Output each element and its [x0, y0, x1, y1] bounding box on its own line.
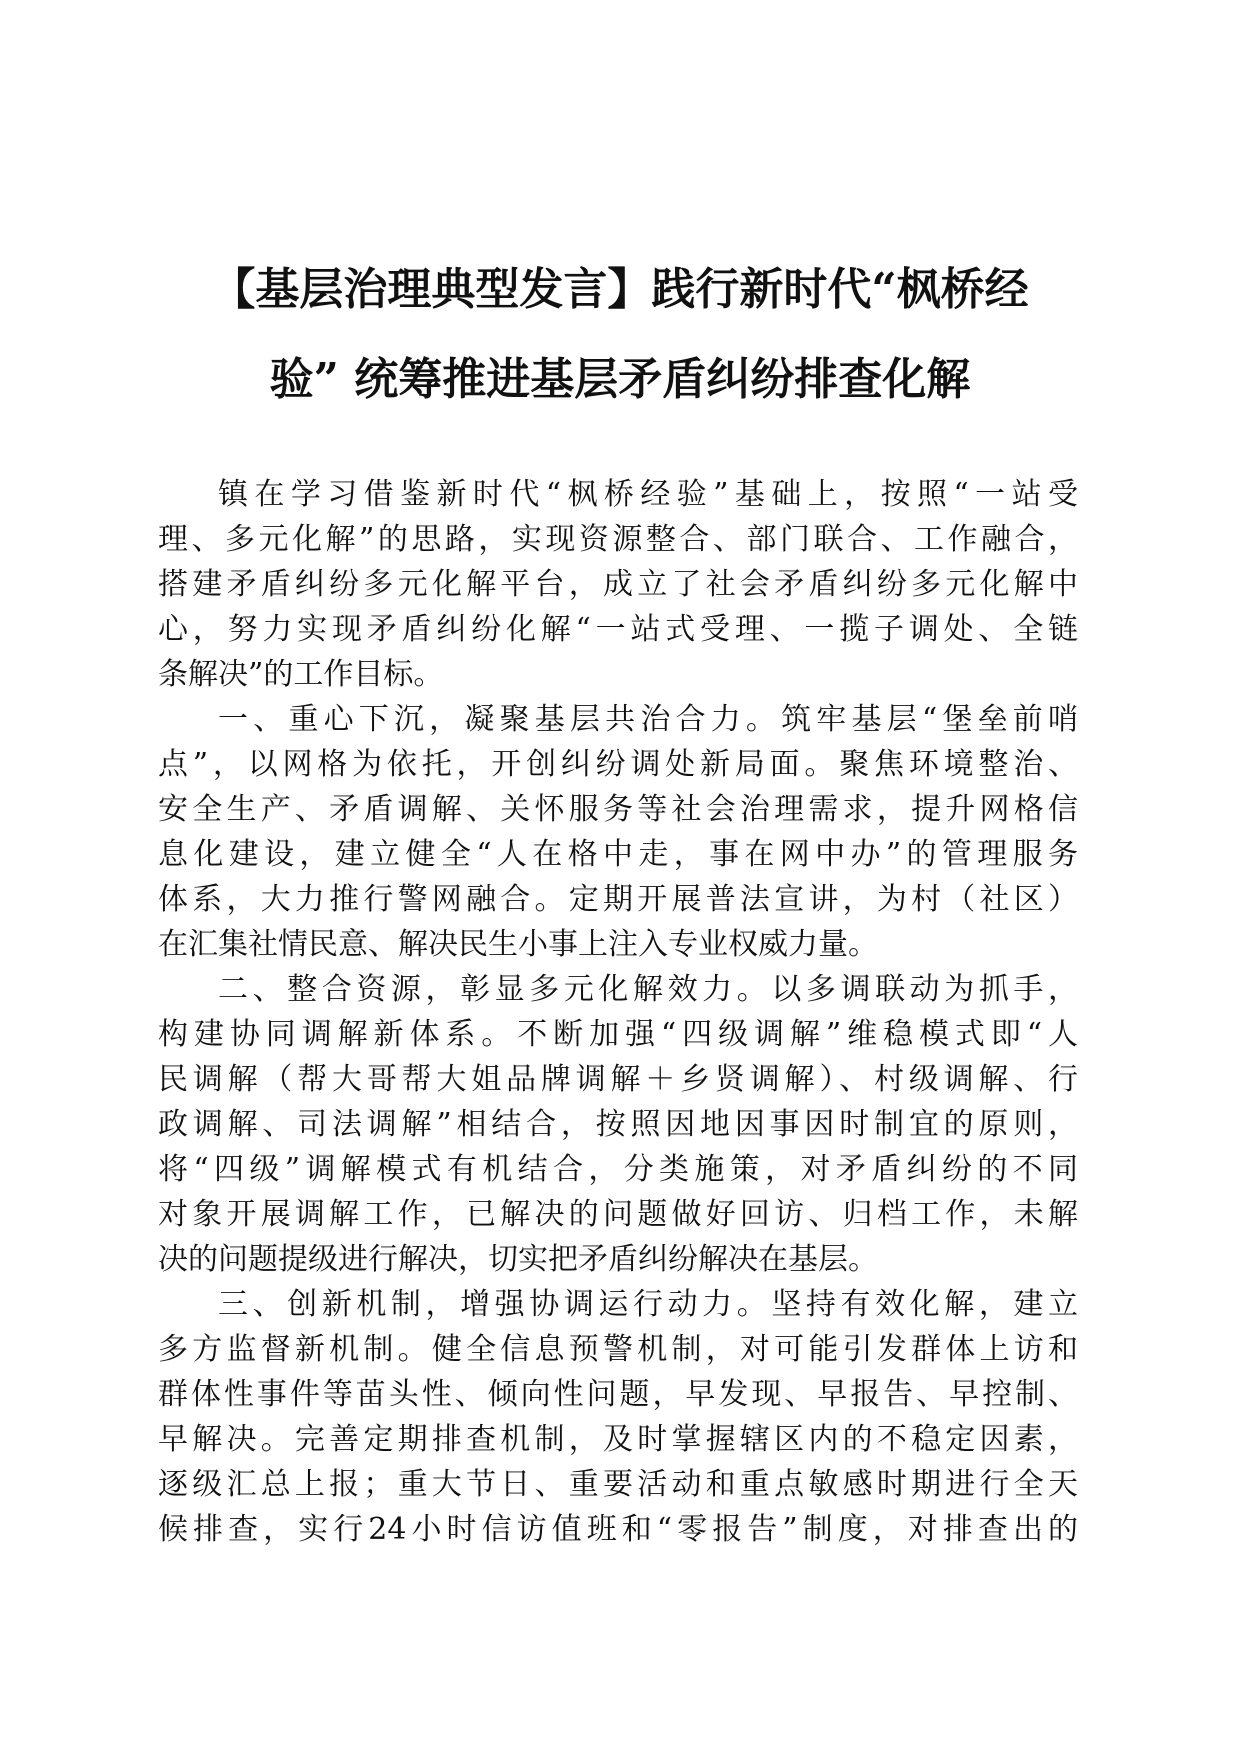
body-line: 多方监督新机制。健全信息预警机制，对可能引发群体上访和 [158, 1332, 1078, 1367]
document-body [158, 472, 1078, 1552]
body-line: 安全生产、矛盾调解、关怀服务等社会治理需求，提升网格信 [158, 792, 1078, 827]
body-line: 政调解、司法调解”相结合，按照因地因事因时制宜的原则， [158, 1107, 1078, 1142]
body-line: 条解决”的工作目标。 [158, 657, 444, 692]
body-line: 体系，大力推行警网融合。定期开展普法宣讲，为村（社区） [158, 882, 1078, 917]
body-line: 对象开展调解工作，已解决的问题做好回访、归档工作，未解 [158, 1197, 1078, 1232]
body-line: 在汇集社情民意、解决民生小事上注入专业权威力量。 [158, 927, 878, 962]
document-title [150, 245, 1090, 425]
title-line-1: 【基层治理典型发言】践行新时代“枫桥经 [211, 264, 1029, 315]
body-line: 心，努力实现矛盾纠纷化解“一站式受理、一揽子调处、全链 [158, 612, 1078, 647]
body-line: 构建协同调解新体系。不断加强“四级调解”维稳模式即“人 [158, 1017, 1078, 1052]
body-line: 决的问题提级进行解决，切实把矛盾纠纷解决在基层。 [158, 1242, 878, 1277]
title-line-2: 验” 统筹推进基层矛盾纠纷排查化解 [269, 354, 971, 405]
body-line: 理、多元化解”的思路，实现资源整合、部门联合、工作融合， [158, 522, 1078, 557]
body-line: 点”，以网格为依托，开创纠纷调处新局面。聚焦环境整治、 [158, 747, 1078, 782]
body-line: 一、重心下沉，凝聚基层共治合力。筑牢基层“堡垒前哨 [218, 702, 1078, 737]
body-line: 候排查，实行24小时信访值班和“零报告”制度，对排查出的 [158, 1512, 1078, 1547]
body-line: 民调解（帮大哥帮大姐品牌调解＋乡贤调解）、村级调解、行 [158, 1062, 1078, 1097]
body-line: 息化建设，建立健全“人在格中走，事在网中办”的管理服务 [158, 837, 1078, 872]
body-line: 早解决。完善定期排查机制，及时掌握辖区内的不稳定因素， [158, 1422, 1078, 1457]
body-line: 镇在学习借鉴新时代“枫桥经验”基础上，按照“一站受 [218, 477, 1078, 512]
body-line: 三、创新机制，增强协调运行动力。坚持有效化解，建立 [218, 1287, 1078, 1322]
body-line: 将“四级”调解模式有机结合，分类施策，对矛盾纠纷的不同 [158, 1152, 1078, 1187]
body-line: 搭建矛盾纠纷多元化解平台，成立了社会矛盾纠纷多元化解中 [158, 567, 1078, 602]
body-line: 二、整合资源，彰显多元化解效力。以多调联动为抓手， [218, 972, 1078, 1007]
body-line: 逐级汇总上报；重大节日、重要活动和重点敏感时期进行全天 [158, 1467, 1078, 1502]
body-line: 群体性事件等苗头性、倾向性问题，早发现、早报告、早控制、 [158, 1377, 1078, 1412]
